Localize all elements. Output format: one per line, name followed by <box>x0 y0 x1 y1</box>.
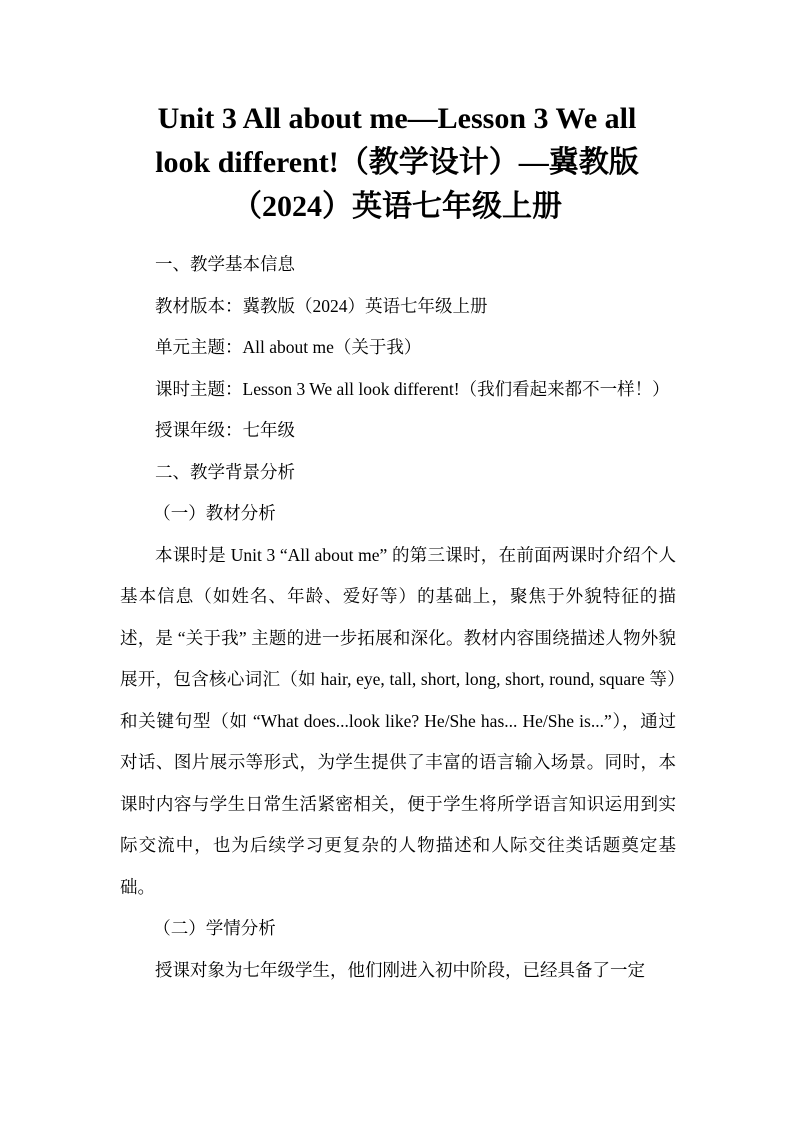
unit-theme: 单元主题：All about me（关于我） <box>155 337 422 357</box>
lesson-theme: 课时主题：Lesson 3 We all look different!（我们看起来都不一样！） <box>155 378 670 399</box>
section-heading-basic-info: 一、教学基本信息 <box>155 254 295 274</box>
title-line-1: Unit 3 All about me—Lesson 3 We all <box>157 102 637 135</box>
document-body <box>120 244 676 991</box>
title-line-3: （2024）英语七年级上册 <box>232 190 562 223</box>
grade: 授课年级：七年级 <box>155 420 295 440</box>
textbook-version: 教材版本：冀教版（2024）英语七年级上册 <box>155 295 488 316</box>
subheading-student-analysis: （二）学情分析 <box>153 918 276 938</box>
subheading-textbook-analysis: （一）教材分析 <box>153 503 276 523</box>
document-title <box>100 97 694 229</box>
title-line-2: look different!（教学设计）—冀教版 <box>155 146 639 179</box>
textbook-analysis-paragraph: 本课时是 Unit 3 “All about me” 的第三课时，在前面两课时介绍个人基本信息（如姓名、年龄、爱好等）的基础上，聚焦于外貌特征的描述，是 “关于我” 主题的进一步拓展和深化。教材内容围绕描述人物外貌展开，包含核心词汇（如 hair, eye, tall, short, long, short, round, square 等）和关键句型（如 “What does...look like? He/She has... He/She is...”），通过对话、图片展示等形式，为学生提供了丰富的语言输入场景。同时，本课时内容与学生日常生活紧密相关，便于学生将所学语言知识运用到实际交流中，也为后续学习更复杂的人物描述和人际交往类话题奠定基础。 <box>120 544 676 897</box>
student-analysis-paragraph: 授课对象为七年级学生，他们刚进入初中阶段，已经具备了一定 <box>155 959 645 980</box>
section-heading-background: 二、教学背景分析 <box>155 461 295 482</box>
